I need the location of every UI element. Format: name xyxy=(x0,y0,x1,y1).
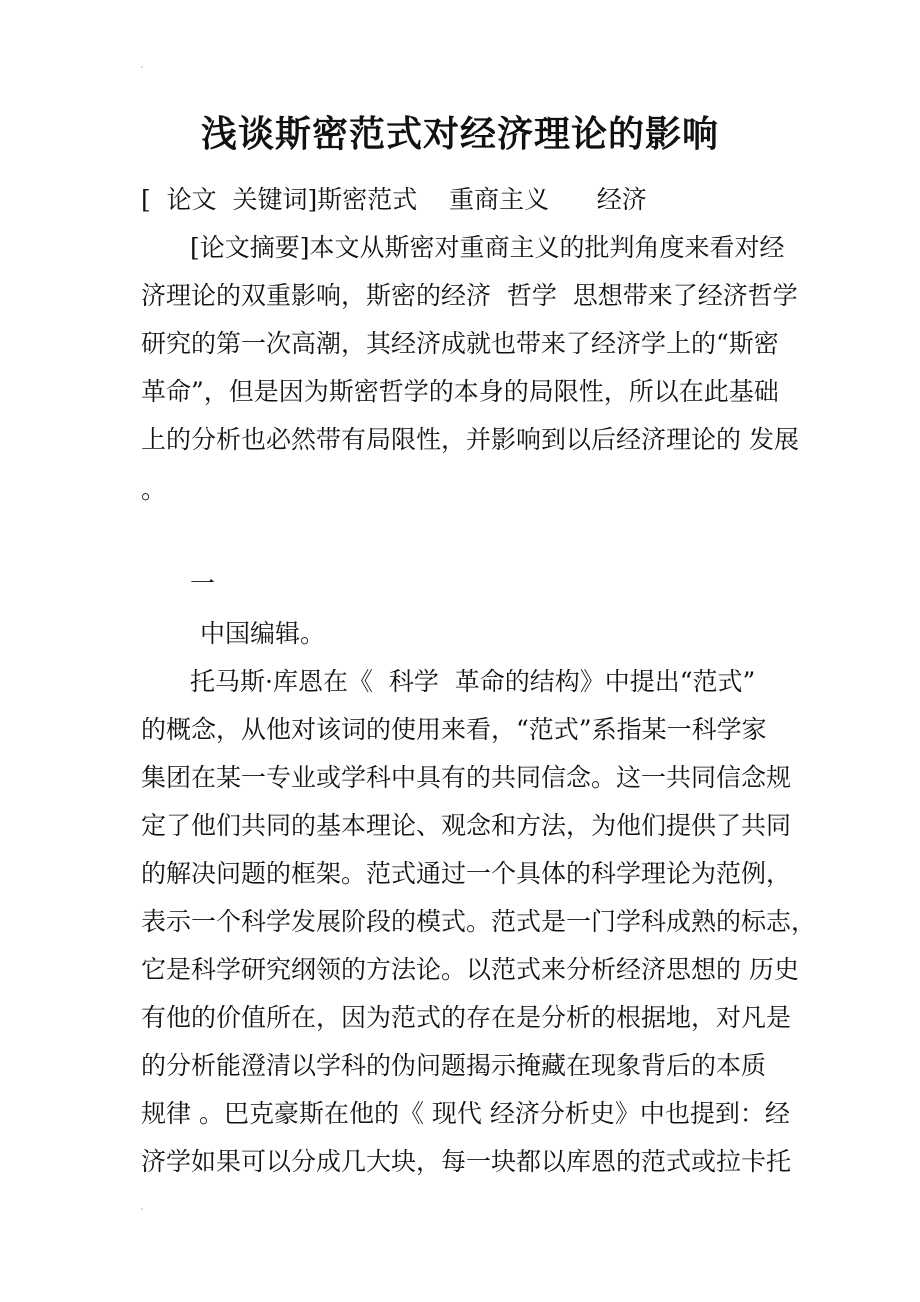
abstract-line: 革命”，但是因为斯密哲学的本身的局限性，所以在此基础 xyxy=(141,377,779,406)
body-line: 规律 。巴克豪斯在他的《 现代 经济分析史》中也提到：经 xyxy=(141,1099,790,1128)
body-line: 有他的价值所在，因为范式的存在是分析的根据地，对凡是 xyxy=(141,1003,792,1032)
abstract-line: 济理论的双重影响，斯密的经济 哲学 思想带来了经济哲学 xyxy=(141,281,798,310)
document-title: 浅谈斯密范式对经济理论的影响 xyxy=(200,113,719,155)
body-line: 它是科学研究纲领的方法论。以范式来分析经济思想的 历史 xyxy=(141,955,799,984)
body-line: 托马斯·库恩在《 科学 革命的结构》中提出“范式” xyxy=(190,667,756,696)
abstract-line: 。 xyxy=(141,475,167,504)
abstract-line: [论文摘要]本文从斯密对重商主义的批判角度来看对经 xyxy=(190,233,785,262)
abstract-line: 研究的第一次高潮，其经济成就也带来了经济学上的“斯密 xyxy=(141,329,779,358)
body-line: 的概念，从他对该词的使用来看，“范式”系指某一科学家 xyxy=(141,715,767,744)
body-line: 的解决问题的框架。范式通过一个具体的科学理论为范例， xyxy=(141,859,792,888)
corner-mark-bottom xyxy=(141,1208,143,1210)
editor-line: 中国编辑。 xyxy=(200,619,326,648)
body-line: 集团在某一专业或学科中具有的共同信念。这一共同信念规 xyxy=(141,763,792,792)
body-line: 表示一个科学发展阶段的模式。范式是一门学科成熟的标志， xyxy=(141,907,817,936)
keywords-line: [ 论文 关键词]斯密范式 重商主义 经济 xyxy=(141,185,647,214)
abstract-line: 上的分析也必然带有局限性，并影响到以后经济理论的 发展 xyxy=(141,425,799,454)
corner-mark-top xyxy=(141,66,143,68)
body-line: 定了他们共同的基本理论、观念和方法，为他们提供了共同 xyxy=(141,811,792,840)
body-line: 济学如果可以分成几大块，每一块都以库恩的范式或拉卡托 xyxy=(141,1147,792,1176)
section-number: 一 xyxy=(190,569,216,598)
body-line: 的分析能澄清以学科的伪问题揭示掩藏在现象背后的本质 xyxy=(141,1051,767,1080)
